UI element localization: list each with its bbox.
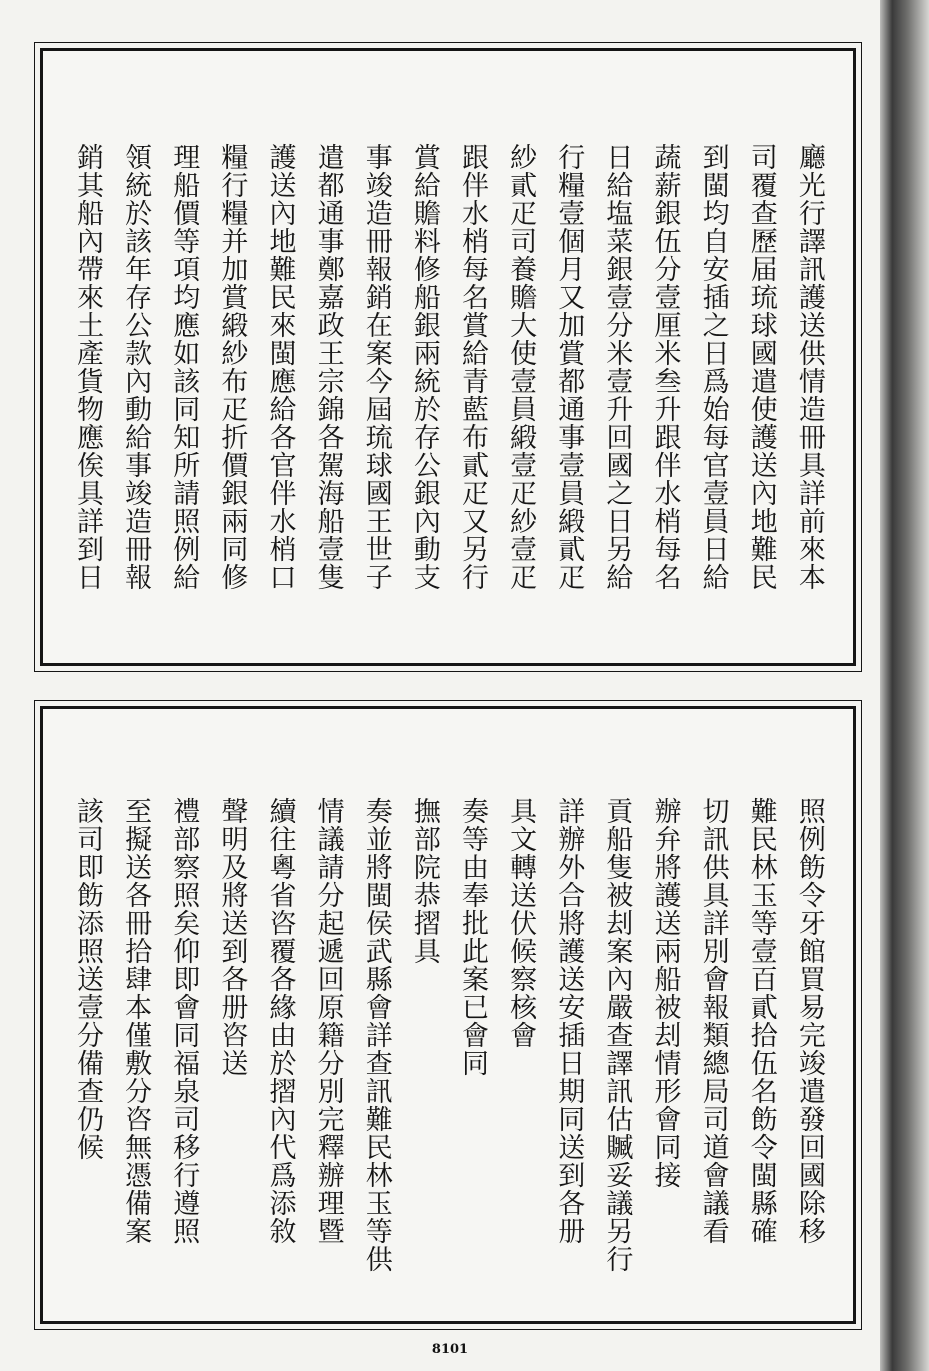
text-column: 禮部察照矣仰即會同福泉司移行遵照 bbox=[168, 797, 200, 1245]
text-columns-bottom bbox=[65, 797, 831, 1299]
text-column: 具文轉送伏候察核會 bbox=[505, 797, 537, 1049]
page-number: 8101 bbox=[431, 1342, 469, 1357]
text-column: 理船價等項均應如該同知所請照例給 bbox=[168, 143, 200, 591]
text-column: 紗貳疋司養贍大使壹員緞壹疋紗壹疋 bbox=[505, 143, 537, 591]
text-column: 遣都通事鄭嘉政王宗錦各駕海船壹隻 bbox=[312, 143, 344, 591]
text-column: 護送內地難民來閩應給各官伴水梢口 bbox=[264, 143, 296, 591]
text-column: 難民林玉等壹百貳拾伍名飭令閩縣確 bbox=[745, 797, 777, 1245]
text-column: 詳辦外合將護送安插日期同送到各册 bbox=[553, 797, 585, 1245]
text-column: 跟伴水梢每名賞給青藍布貳疋又另行 bbox=[457, 143, 488, 591]
text-column: 辦弁將護送兩船被刦情形會同接 bbox=[649, 797, 681, 1189]
text-column: 續往粵省咨覆各緣由於摺內代爲添敘 bbox=[264, 797, 296, 1245]
text-column: 奏並將閩侯武縣會詳查訊難民林玉等供 bbox=[360, 797, 392, 1273]
text-column: 廳光行譯訊護送供情造冊具詳前來本 bbox=[793, 143, 825, 591]
text-column: 奏等由奉批此案已會同 bbox=[457, 797, 488, 1077]
document-panel-top bbox=[40, 48, 856, 666]
text-column: 照例飭令牙館買易完竣遣發回國除移 bbox=[793, 797, 825, 1245]
text-column: 至擬送各冊拾肆本僅敷分咨無憑備案 bbox=[120, 797, 152, 1245]
text-column: 切訊供具詳別會報類總局司道會議看 bbox=[697, 797, 729, 1245]
book-binding-edge bbox=[880, 0, 929, 1371]
text-column: 聲明及將送到各册咨送 bbox=[216, 797, 248, 1077]
text-column: 銷其船內帶來土產貨物應俟具詳到日 bbox=[72, 143, 103, 591]
text-column: 行糧壹個月又加賞都通事壹員緞貳疋 bbox=[553, 143, 585, 591]
text-column: 領統於該年存公款內動給事竣造冊報 bbox=[120, 143, 152, 591]
text-column: 事竣造冊報銷在案今屆琉球國王世子 bbox=[360, 143, 392, 591]
text-column: 司覆查歷届琉球國遣使護送內地難民 bbox=[745, 143, 777, 591]
text-column: 撫部院恭摺具 bbox=[408, 797, 440, 965]
text-column: 到閩均自安插之日爲始每官壹員日給 bbox=[697, 143, 729, 591]
text-column: 貢船隻被刦案內嚴查譯訊估贓妥議另行 bbox=[601, 797, 633, 1273]
text-column: 糧行糧并加賞緞紗布疋折價銀兩同修 bbox=[216, 143, 248, 591]
text-column: 蔬薪銀伍分壹厘米叁升跟伴水梢每名 bbox=[649, 143, 681, 591]
text-columns-top bbox=[65, 143, 831, 641]
document-panel-bottom bbox=[40, 706, 856, 1324]
text-column: 情議請分起遞回原籍分別完釋辦理暨 bbox=[312, 797, 344, 1245]
text-column: 賞給贍料修船銀兩統於存公銀內動支 bbox=[408, 143, 440, 591]
text-column: 該司即飭添照送壹分備查仍候 bbox=[72, 797, 103, 1161]
text-column: 日給塩菜銀壹分米壹升回國之日另給 bbox=[601, 143, 633, 591]
